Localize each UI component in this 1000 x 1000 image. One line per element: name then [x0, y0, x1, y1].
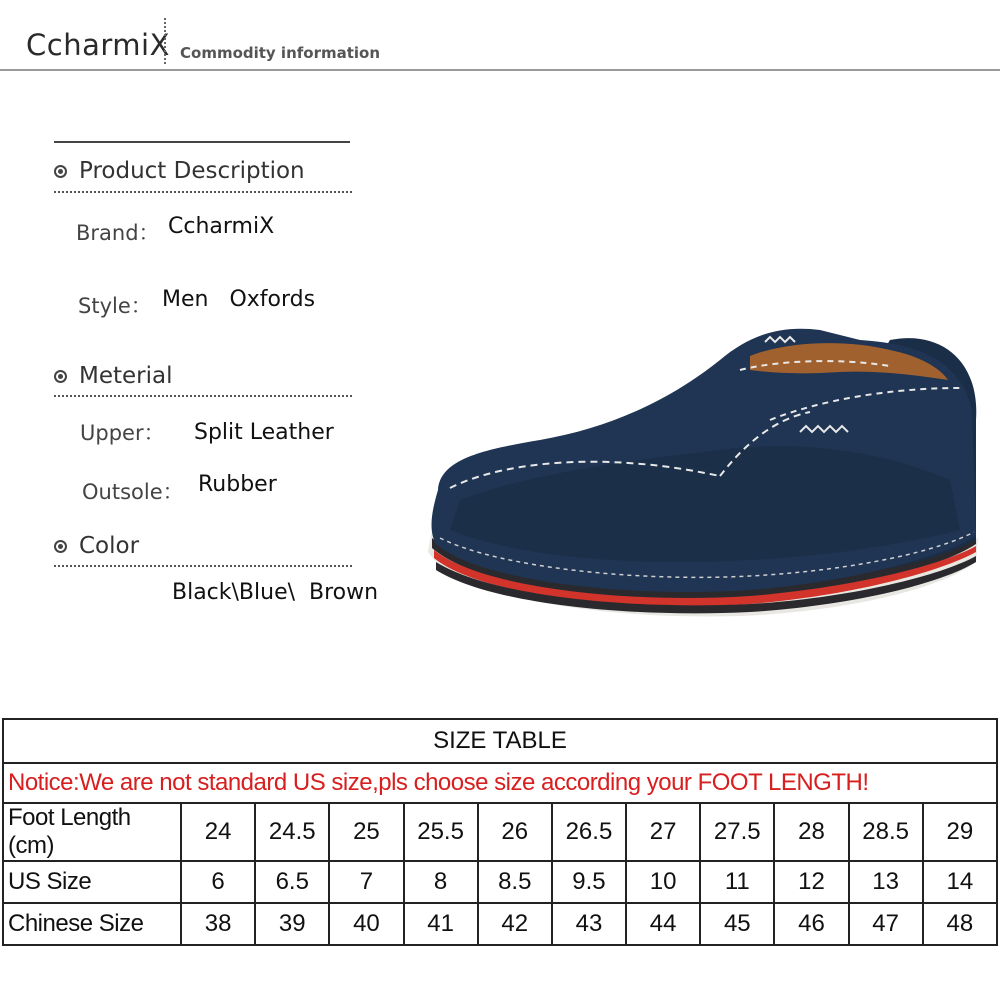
upper-value: Split Leather: [194, 420, 334, 445]
dotted-divider: [54, 395, 352, 397]
product-description-heading: [54, 158, 305, 184]
size-cell: 14: [923, 861, 997, 903]
brand-label: Brand：: [76, 221, 160, 245]
header-divider: [164, 18, 166, 64]
size-cell: 43: [552, 903, 626, 945]
brand-value: CcharmiX: [168, 214, 275, 239]
size-cell: 8: [404, 861, 478, 903]
size-table: [2, 718, 998, 946]
size-cell: 24: [181, 803, 255, 861]
us-size-row: [3, 861, 997, 903]
size-cell: 42: [478, 903, 552, 945]
style-value: Men Oxfords: [162, 287, 316, 312]
dotted-divider: [54, 565, 352, 567]
color-heading: [54, 533, 139, 559]
row-label: Foot Length (cm): [3, 803, 181, 861]
size-cell: 9.5: [552, 861, 626, 903]
size-cell: 47: [849, 903, 923, 945]
row-label: Chinese Size: [3, 903, 181, 945]
size-cell: 13: [849, 861, 923, 903]
size-cell: 6: [181, 861, 255, 903]
size-table-title: SIZE TABLE: [3, 719, 997, 763]
size-cell: 28: [774, 803, 848, 861]
size-cell: 41: [404, 903, 478, 945]
outsole-value: Rubber: [198, 472, 277, 497]
size-cell: 10: [626, 861, 700, 903]
header-brand: CcharmiX: [26, 28, 170, 62]
size-cell: 26: [478, 803, 552, 861]
bullet-circle-icon: [54, 370, 67, 383]
size-cell: 39: [255, 903, 329, 945]
dotted-divider: [54, 191, 352, 193]
row-label: US Size: [3, 861, 181, 903]
color-heading-label: Color: [79, 533, 140, 559]
style-label: Style：: [78, 294, 152, 318]
size-cell: 44: [626, 903, 700, 945]
header-rule: [0, 69, 1000, 71]
size-cell: 6.5: [255, 861, 329, 903]
bullet-circle-icon: [54, 165, 67, 178]
size-cell: 45: [700, 903, 774, 945]
material-heading: [54, 363, 173, 389]
size-cell: 28.5: [849, 803, 923, 861]
color-value: Black\Blue\ Brown: [172, 580, 379, 605]
description-top-rule: [54, 141, 350, 143]
size-cell: 46: [774, 903, 848, 945]
size-cell: 11: [700, 861, 774, 903]
size-notice: Notice:We are not standard US size,pls choose size according your FOOT LENGTH!: [3, 763, 997, 803]
chinese-size-row: [3, 903, 997, 945]
outsole-label: Outsole：: [82, 480, 184, 504]
size-cell: 40: [329, 903, 403, 945]
size-cell: 12: [774, 861, 848, 903]
size-cell: 48: [923, 903, 997, 945]
upper-label: Upper：: [80, 421, 165, 445]
product-description-label: Product Description: [79, 158, 305, 184]
size-cell: 26.5: [552, 803, 626, 861]
size-cell: 27.5: [700, 803, 774, 861]
size-cell: 29: [923, 803, 997, 861]
foot-length-row: [3, 803, 997, 861]
size-cell: 38: [181, 903, 255, 945]
size-cell: 7: [329, 861, 403, 903]
size-table-notice-row: [3, 763, 997, 803]
size-cell: 24.5: [255, 803, 329, 861]
shoe-product-image: [420, 300, 990, 620]
bullet-circle-icon: [54, 540, 67, 553]
header-subtitle: Commodity information: [180, 44, 381, 62]
size-cell: 25: [329, 803, 403, 861]
material-heading-label: Meterial: [79, 363, 173, 389]
size-cell: 25.5: [404, 803, 478, 861]
size-cell: 27: [626, 803, 700, 861]
size-table-title-row: [3, 719, 997, 763]
size-cell: 8.5: [478, 861, 552, 903]
